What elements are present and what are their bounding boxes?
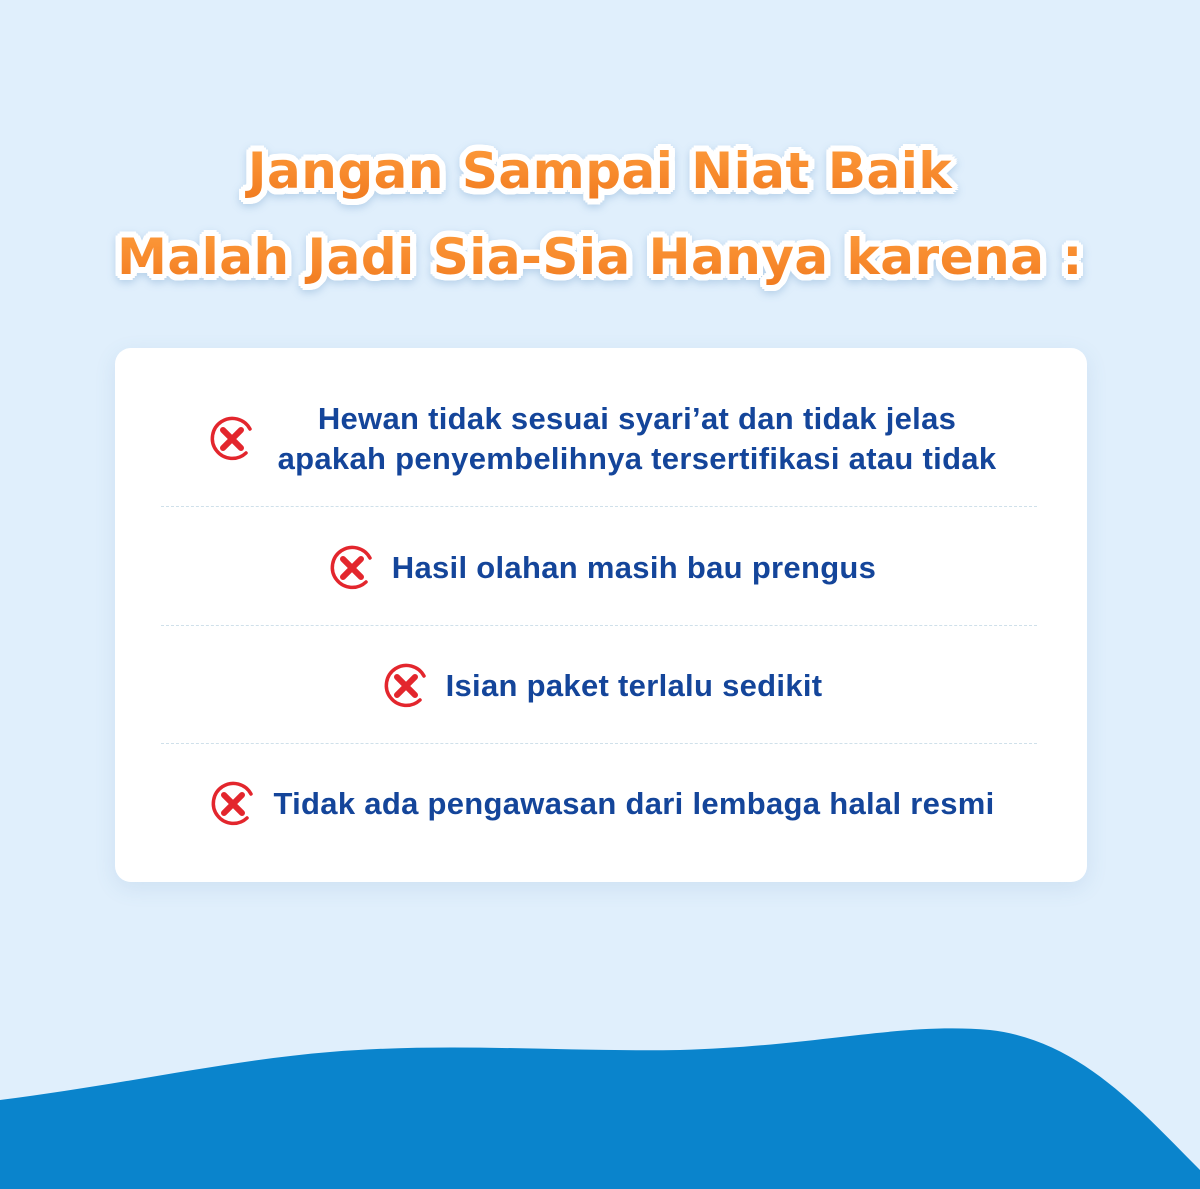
list-item [115,776,1087,832]
divider [161,506,1037,507]
list-item-text [278,399,997,479]
list-item-text: Tidak ada pengawasan dari lembaga halal resmi [273,786,995,821]
list-item-text: Hasil olahan masih bau prengus [391,550,877,585]
title-line-2: Malah Jadi Sia-Sia Hanya karena : [0,214,1200,300]
red-x-circle-icon [207,778,259,830]
list-item [115,394,1087,484]
list-item-text: Isian paket terlalu sedikit [445,668,823,703]
reasons-card [115,348,1087,882]
title-line-1: Jangan Sampai Niat Baik [0,128,1200,214]
red-x-circle-icon [326,542,378,594]
list-item [115,658,1087,714]
list-item [115,540,1087,596]
list-item-text-line: Hewan tidak sesuai syari’at dan tidak jelas [317,401,957,436]
divider [161,743,1037,744]
list-item-text-line: apakah penyembelihnya tersertifikasi atau tidak [277,441,997,476]
red-x-circle-icon [206,413,258,465]
divider [161,625,1037,626]
page-title [0,128,1200,300]
red-x-circle-icon [380,660,432,712]
